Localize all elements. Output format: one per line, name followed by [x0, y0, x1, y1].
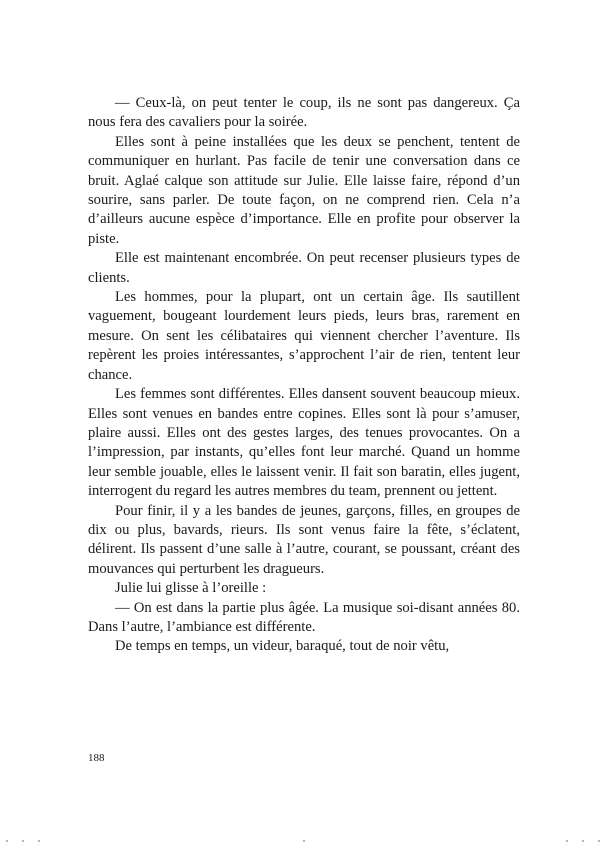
paragraph: Les femmes sont différentes. Elles dansent souvent beaucoup mieux. Elles sont venues en bandes entre copines. Elles sont là pour s’amuser, plaire aussi. Elles ont des gestes larges, des tenues provocantes. On a l’impression, par instants, qu’elles font leur marché. Quand un homme leur semble jouable, elles le laissent venir. Il fait son baratin, elles jugent, interrogent du regard les autres membres du team, prennent ou jettent. [88, 386, 520, 500]
paragraph: Julie lui glisse à l’oreille : [115, 580, 267, 597]
paragraph: Elle est maintenant encombrée. On peut recenser plusieurs types de clients. [88, 250, 520, 286]
crop-mark [38, 840, 40, 842]
paragraph: — On est dans la partie plus âgée. La musique soi-disant années 80. Dans l’autre, l’ambiance est différente. [88, 599, 520, 635]
crop-mark [303, 840, 305, 842]
body-text [88, 94, 520, 657]
paragraph: De temps en temps, un videur, baraqué, tout de noir vêtu, [115, 638, 450, 655]
crop-mark [566, 840, 568, 842]
crop-mark [6, 840, 8, 842]
paragraph: Pour finir, il y a les bandes de jeunes, garçons, filles, en groupes de dix ou plus, bavards, rieurs. Ils sont venus faire la fête, s’éclatent, délirent. Ils passent d’une salle à l’autre, courant, se poussant, créant des mouvances qui perturbent les dragueurs. [88, 502, 520, 577]
crop-mark [598, 840, 600, 842]
paragraph: Les hommes, pour la plupart, ont un certain âge. Ils sautillent vaguement, bougeant lourdement leurs pieds, leurs bras, rarement en mesure. On sent les célibataires qui viennent chercher l’aventure. Ils repèrent les proies intéressantes, s’approchent l’air de rien, tentent leur chance. [88, 289, 520, 383]
crop-mark [22, 840, 24, 842]
crop-marks [0, 840, 609, 844]
paragraph: Elles sont à peine installées que les deux se penchent, tentent de communiquer en hurlant. Pas facile de tenir une conversation dans ce bruit. Aglaé calque son attitude sur Julie. Elle laisse faire, répond d’un sourire, sans parler. De toute façon, on ne comprend rien. Cela n’a d’ailleurs aucune espèce d’importance. Elle en profite pour observer la piste. [88, 133, 520, 247]
crop-mark [582, 840, 584, 842]
paragraph: — Ceux-là, on peut tenter le coup, ils ne sont pas dangereux. Ça nous fera des cavaliers pour la soirée. [88, 95, 520, 131]
page-number: 188 [88, 752, 105, 764]
